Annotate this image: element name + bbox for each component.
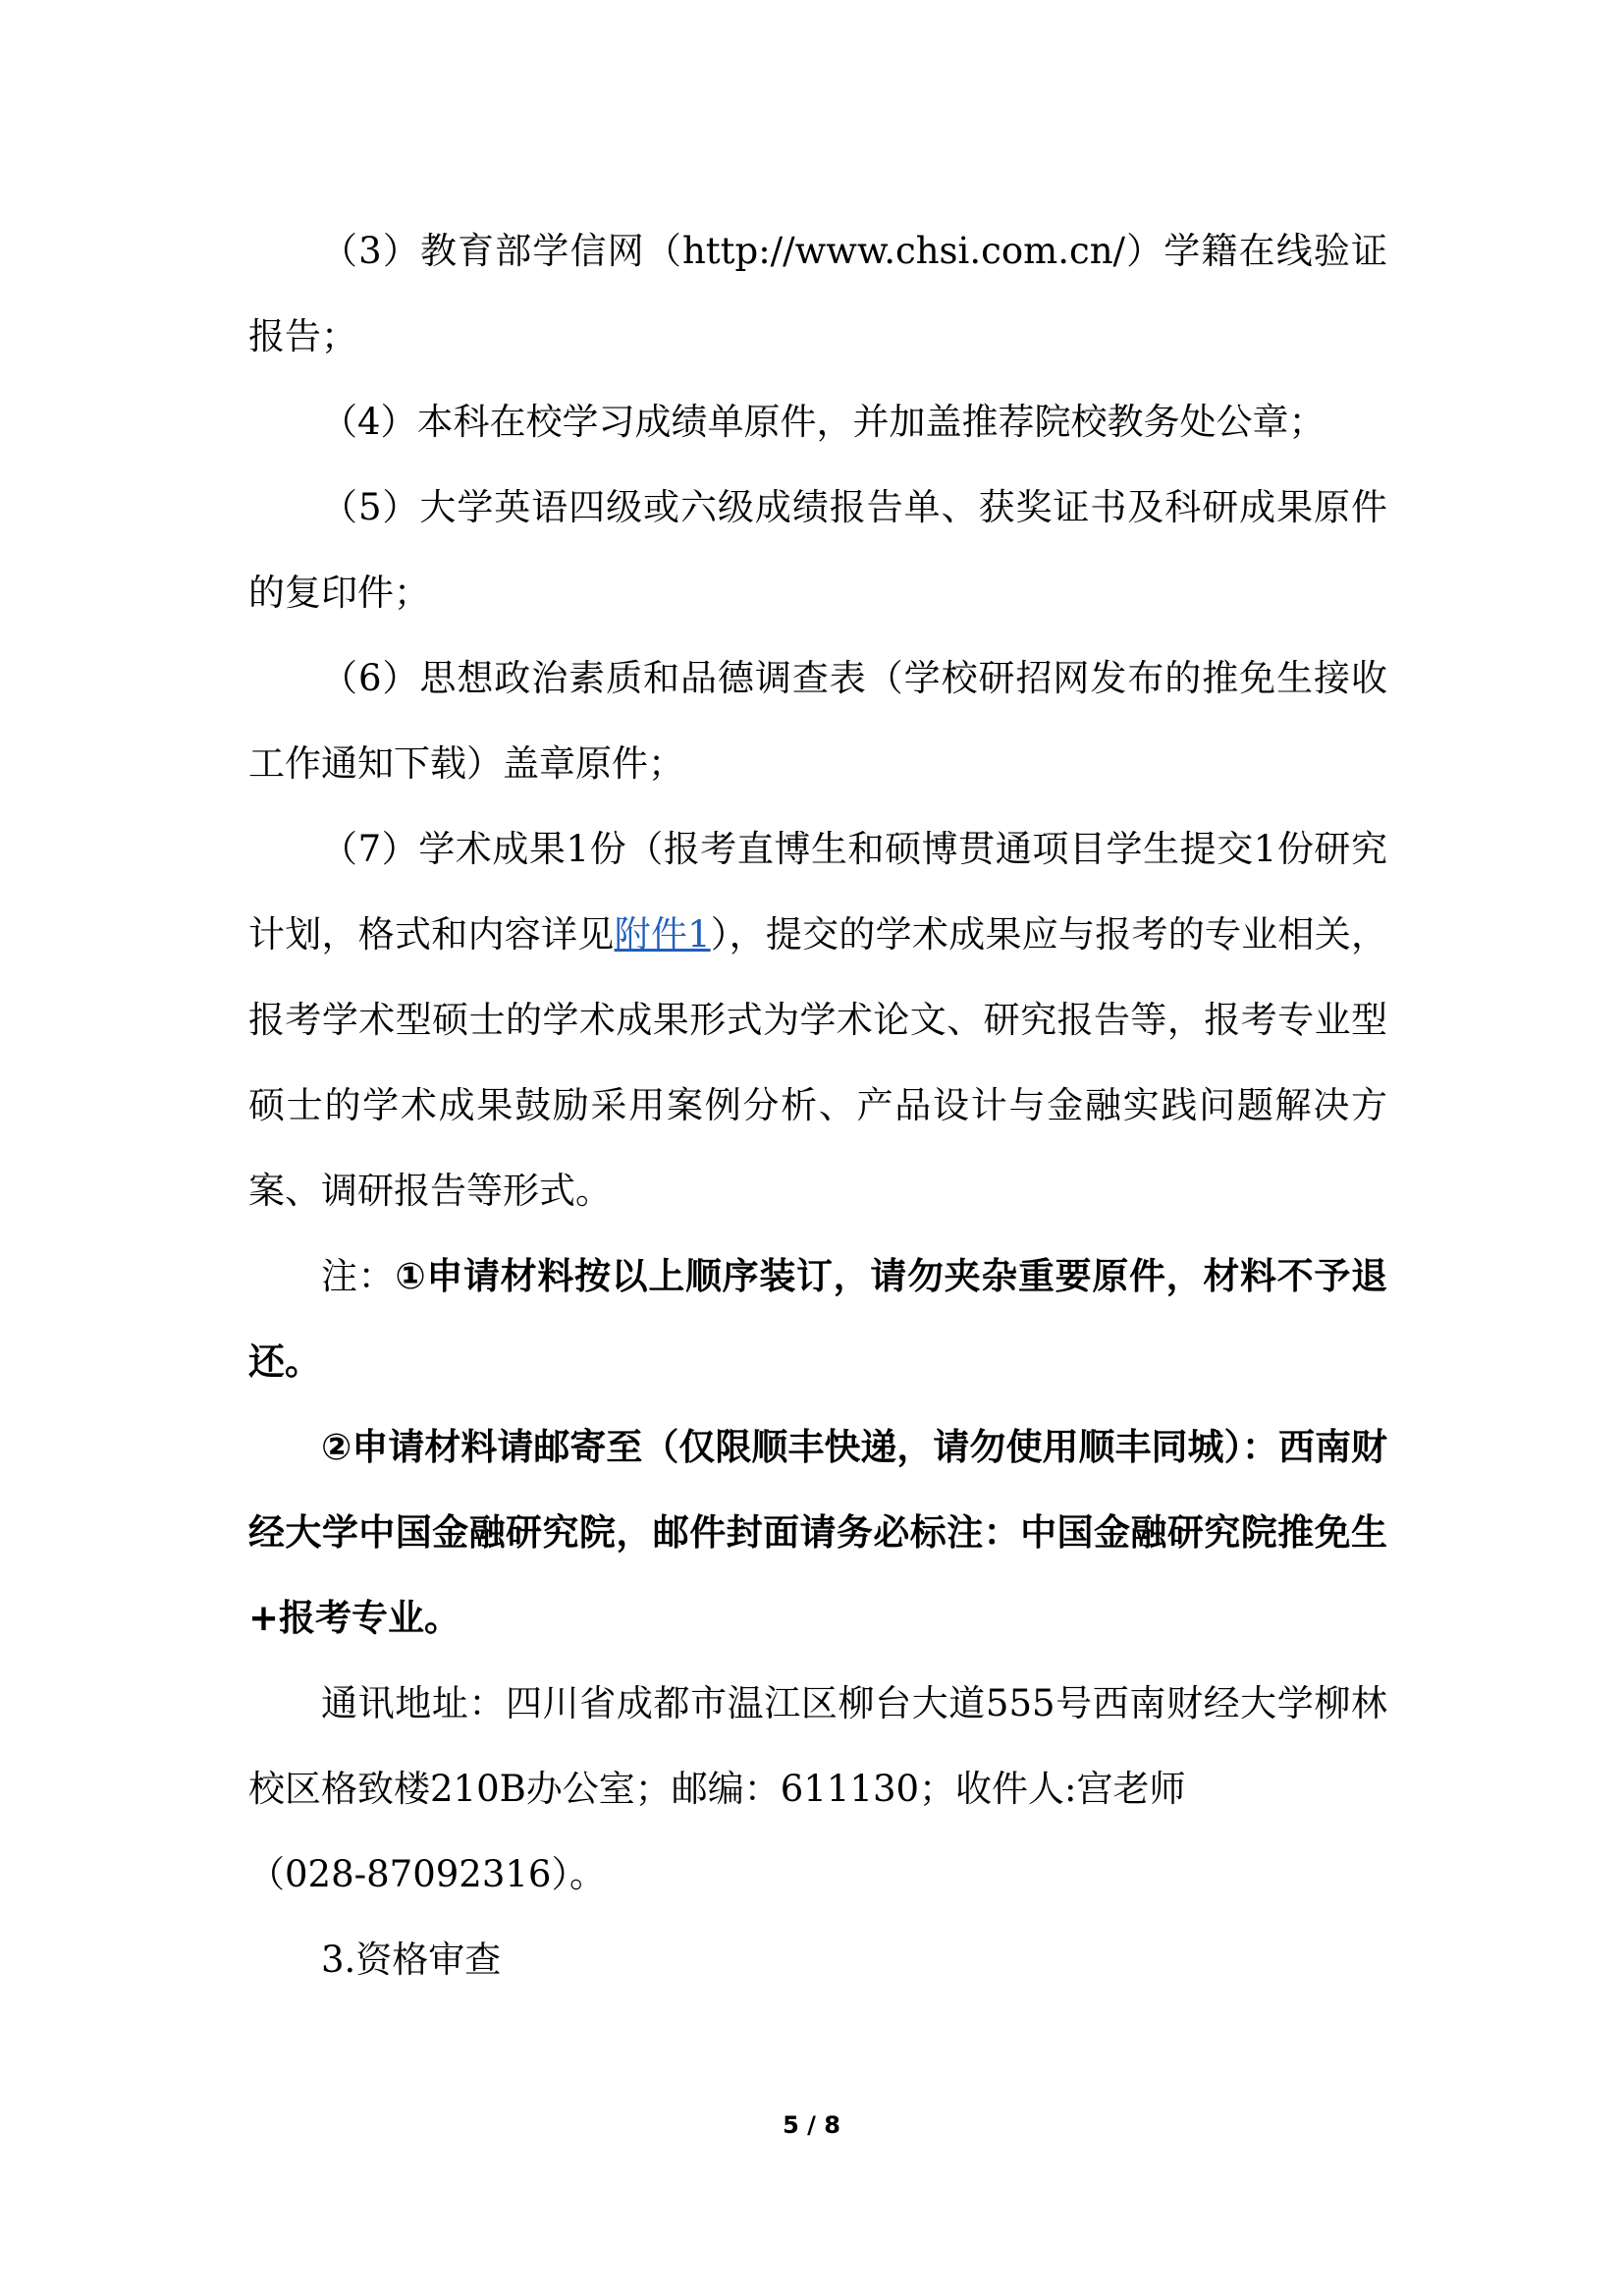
contact-phone: （028-87092316）。 bbox=[248, 1853, 606, 1895]
item-5-paragraph: （5）大学英语四级或六级成绩报告单、获奖证书及科研成果原件的复印件； bbox=[248, 486, 1387, 614]
body-text bbox=[248, 208, 1387, 2002]
item-7-paragraph bbox=[248, 806, 1387, 1233]
page-number: 5 / 8 bbox=[783, 2111, 840, 2139]
note-1-paragraph bbox=[248, 1233, 1387, 1404]
item-7-text-after-link: ），提交的学术成果应与报考的专业相关，报考学术型硕士的学术成果形式为学术论文、研究报告等，报考专业型硕士的学术成果鼓励采用案例分析、产品设计与金融实践问题解决方案、调研报告等形式。 bbox=[248, 913, 1388, 1212]
mailing-address-paragraph: 通讯地址：四川省成都市温江区柳台大道555号西南财经大学柳林校区格致楼210B办公室；邮编：611130；收件人:宫老师 bbox=[248, 1682, 1387, 1810]
item-6-paragraph: （6）思想政治素质和品德调查表（学校研招网发布的推免生接收工作通知下载）盖章原件； bbox=[248, 657, 1387, 785]
section-heading-qualification-review: 3.资格审查 bbox=[321, 1939, 502, 1981]
note-2-paragraph: ②申请材料请邮寄至（仅限顺丰快递，请勿使用顺丰同城）：西南财经大学中国金融研究院，邮件封面请务必标注：中国金融研究院推免生+报考专业。 bbox=[248, 1426, 1387, 1639]
item-7-text-before-link: （7）学术成果1份（报考直博生和硕博贯通项目学生提交1份研究计划，格式和内容详见 bbox=[248, 828, 1387, 956]
item-3-paragraph: （3）教育部学信网（http://www.chsi.com.cn/）学籍在线验证报告； bbox=[248, 230, 1387, 357]
appendix-1-link[interactable]: 附件1 bbox=[614, 913, 711, 956]
note-1-text: ①申请材料按以上顺序装订，请勿夹杂重要原件，材料不予退还。 bbox=[248, 1255, 1388, 1383]
note-prefix: 注： bbox=[321, 1255, 396, 1297]
item-4-paragraph: （4）本科在校学习成绩单原件，并加盖推荐院校教务处公章； bbox=[321, 401, 1325, 443]
